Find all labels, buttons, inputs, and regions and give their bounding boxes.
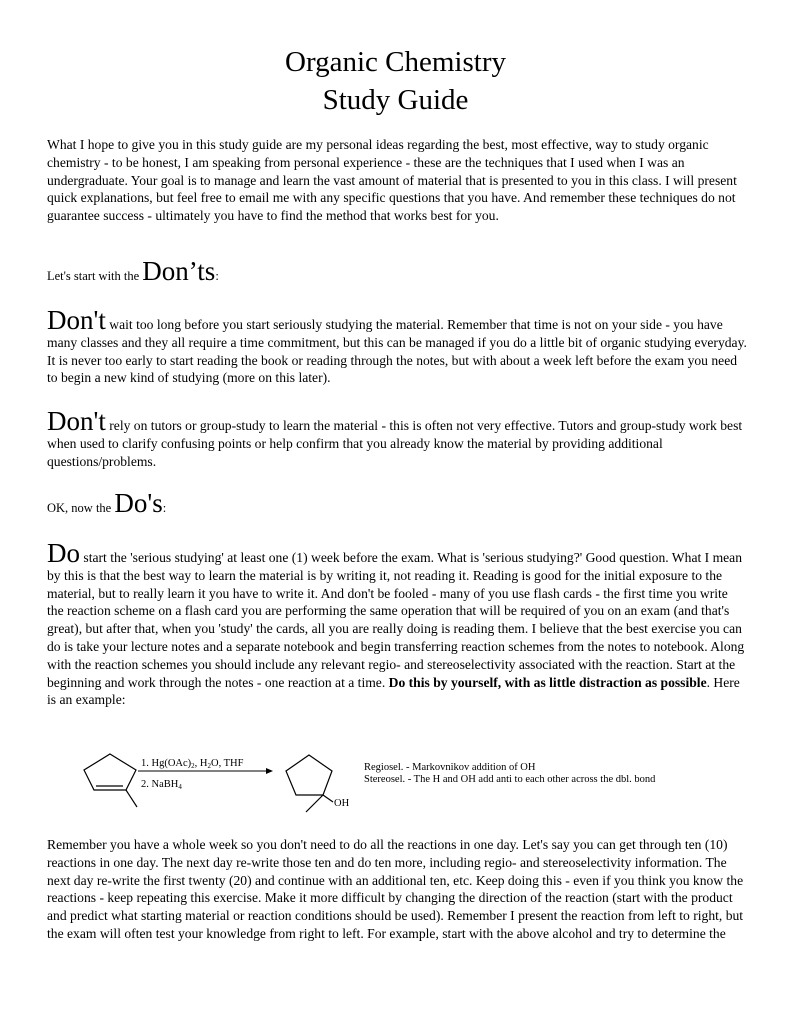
doc-title-line1: Organic Chemistry [285,46,506,78]
closing-paragraph: Remember you have a whole week so you don't need to do all the reactions in one day. Let's say you can get through ten (10) reactions in one day. The next day re-write those ten and do ten more, including regio- and stereoselectivity information. The next day re-write the first twenty (20) and continue with an additional ten, etc. Keep doing this - even if you think you know the reactions - keep repeating this exercise. Make it more difficult by changing the direction of the reaction (start with the product and predict what starting material or reaction conditions should be used). Remember I present the reaction from left to right, but the exam will often test your knowledge from right to left. For example, start with the above alcohol and try to determine the [47,837,744,941]
reagent-step-2: 2. NaBH4 [141,779,182,791]
dos-word: Do's [114,488,163,518]
do1-bold: Do this by yourself, with as little distraction as possible [388,674,707,690]
do1-tail: . Here is an example: [47,674,740,708]
do1-word: Do [47,538,80,568]
donts-prefix: Let's start with the [47,269,143,283]
dos-prefix: OK, now the [47,501,115,515]
regioselectivity-note: Regiosel. - Markovnikov addition of OH [364,762,536,773]
dont1-word: Don't [47,305,106,335]
dos-heading [47,488,747,518]
doc-title-line2: Study Guide [322,84,469,116]
intro-paragraph: What I hope to give you in this study guide are my personal ideas regarding the best, most effective, way to study organic chemistry - to be honest, I am speaking from personal experience - these are the techniques that I used when I was an undergraduate. Your goal is to manage and learn the vast amount of material that is presented to you in this class. I will present quick explanations, but feel free to email me with any specific questions that you have. And remember these techniques do not guarantee success - ultimately you have to find the method that works best for you. [47,137,737,224]
stereoselectivity-note: Stereosel. - The H and OH add anti to each other across the dbl. bond [364,774,656,785]
reagent-step-1: 1. Hg(OAc)2, H2O, THF [141,758,244,770]
dont-paragraph-2 [47,406,747,470]
reactant-structure [84,754,137,807]
product-oh-label: OH [334,798,350,809]
reaction-arrow-head [266,768,273,774]
donts-heading [47,256,747,286]
dont-paragraph-1 [47,305,747,387]
donts-word: Don’ts [142,256,216,286]
product-structure [286,755,333,812]
dont1-text: wait too long before you start seriously studying the material. Remember that time is not on your side - you have many classes and they all require a time commitment, but this can be managed if you do a little bit of organic studying everyday. It is never too early to start reading the book or reading through the notes, but with about a week left before the exam you need to begin a new kind of studying (more on this later). [47,317,747,386]
reaction-scheme [0,740,791,820]
do-paragraph-1 [47,538,747,709]
dont2-word: Don't [47,406,106,436]
dos-suffix: : [162,501,167,515]
do1-text: start the 'serious studying' at least one (1) week before the exam. What is 'serious studying?' Good question. What I mean by this is that the best way to learn the material is by writing it, not reading it. Reading is good for the initial exposure to the material, but to really learn it you have to write it. And don't be fooled - many of you use flash cards - the first time you write the reaction scheme on a flash card you are performing the same operation that will be required of you on an exam (and that's great), but after that, when you 'study' the cards, all you are really doing is reading them. I believe that the best exercise you can do is take your lecture notes and a separate notebook and begin transferring reaction schemes from the notes to notebook. Along with the reaction schemes you should include any relevant regio- and stereoselectivity associated with the reaction. Start at the beginning and work through the notes - one reaction at a time. [47,550,745,690]
dont2-text: rely on tutors or group-study to learn the material - this is often not very effective. Tutors and group-study work best when used to clarify confusing points or help confirm that you already know the material by providing additional questions/problems. [47,418,743,469]
donts-suffix: : [215,269,219,283]
